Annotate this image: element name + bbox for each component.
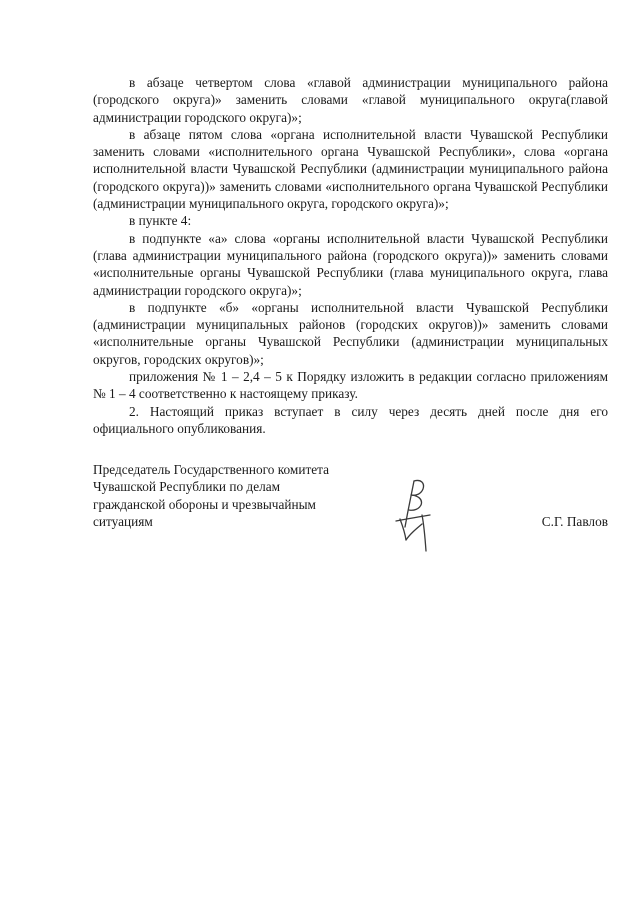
paragraph-punkt-4: в пункте 4: [129, 213, 192, 229]
paragraph-abzac-4: в абзаце четвертом слова «главой администрации муниципального района (городского округа)» заменить словами «главой муниципального округа(главой администрации городского округа)»; [93, 75, 608, 125]
paragraph-podpunkt-b: в подпункте «б» «органы исполнительной власти Чувашской Республики (администрации муниципальных районов (городских округов))» заменить словами «исполнительные органы Чувашской Республики (администрации муниципальных округов, городских округов)»; [93, 299, 608, 367]
paragraph-abzac-5: в абзаце пятом слова «органа исполнительной власти Чувашской Республики заменить словами «исполнительного органа Чувашской Республики», слова «органа исполнительной власти Чувашской Республики (администрации муниципального района (городского округа))» заменить словами «исполнительного органа Чувашской Республики (администрации муниципального округа, городского округа)»; [93, 126, 608, 212]
signer-position-line: гражданской обороны и чрезвычайным [93, 496, 316, 512]
document-body [93, 74, 608, 437]
signer-position [93, 461, 393, 530]
signer-position-line: Председатель Государственного комитета [93, 462, 330, 477]
paragraph-podpunkt-a: в подпункте «а» слова «органы исполнительной власти Чувашской Республики (глава администрации муниципального района (городского округа))» заменить словами «исполнительные органы Чувашской Республики (глава муниципального округа, глава администрации городского округа)»; [93, 230, 608, 298]
paragraph-vstuplenie-v-silu: 2. Настоящий приказ вступает в силу через десять дней после дня его официального опубликования. [93, 403, 608, 436]
handwritten-signature [392, 477, 444, 555]
signer-position-line: Чувашской Республики по делам [93, 479, 281, 495]
signer-name: С.Г. Павлов [541, 514, 608, 529]
signer-position-line: ситуациям [93, 513, 153, 529]
signature-block [93, 461, 608, 561]
paragraph-prilozheniya: приложения № 1 – 2,4 – 5 к Порядку изложить в редакции согласно приложениям № 1 – 4 соответственно к настоящему приказу. [93, 369, 608, 402]
